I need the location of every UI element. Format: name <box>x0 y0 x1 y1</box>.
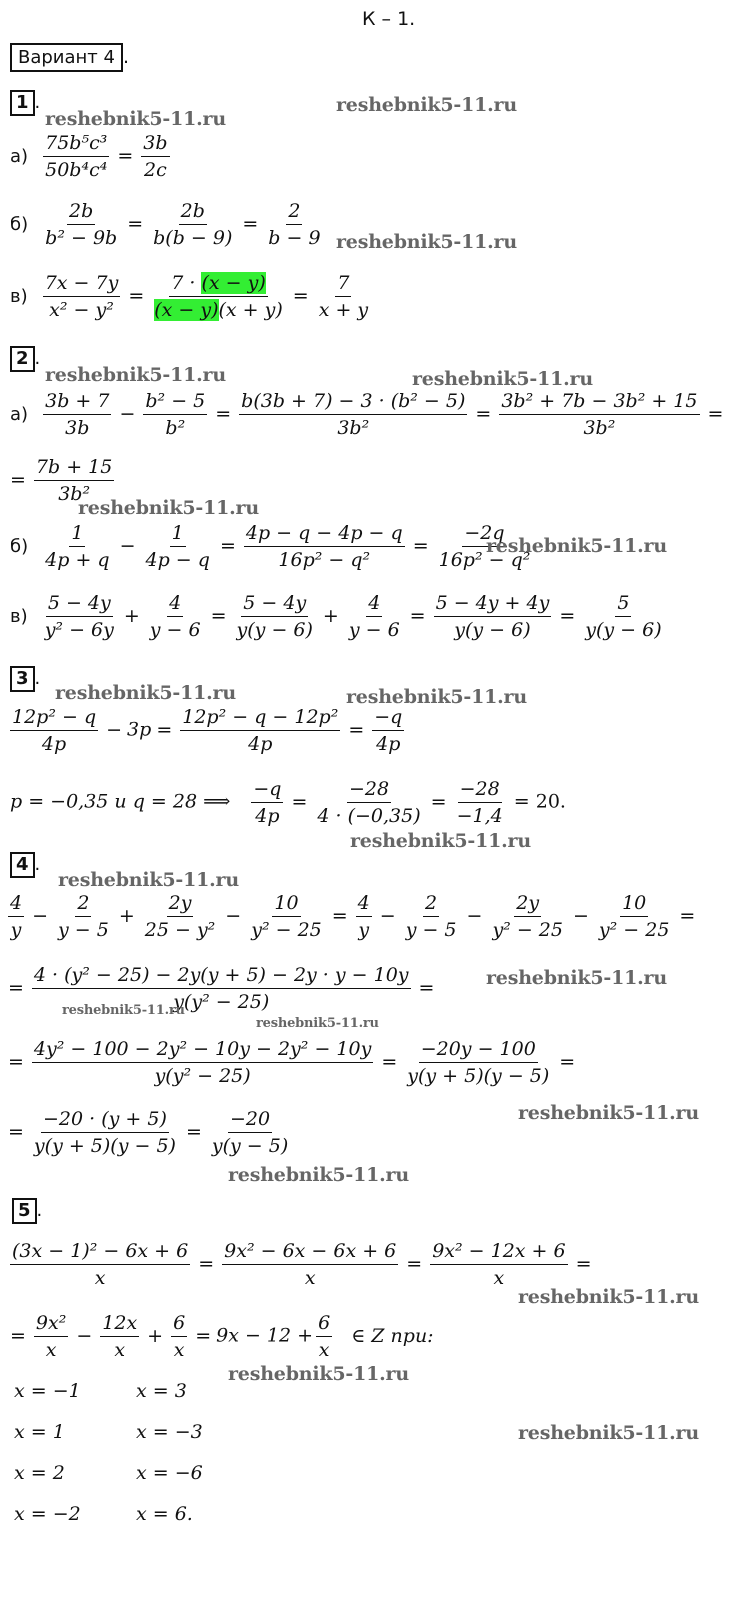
variant-box: Вариант 4 <box>10 43 123 72</box>
task-2-number: 2 . <box>10 346 40 372</box>
task-4-number: 4 . <box>10 852 40 878</box>
task-4-line-2: = $\frac{\text{4 · (y² − 25) − 2y(y + 5) − 2y · y − 10y}}{\text{y(y² − 25)}}$ = <box>8 964 435 1013</box>
watermark: reshebnik5-11.ru <box>518 1102 699 1124</box>
task-1a: а) $\frac{\text{75b⁵c³}}{\text{50b⁴c⁴}}$ = $\frac{3b}{2c}$ <box>10 132 168 181</box>
watermark: reshebnik5-11.ru <box>486 535 667 557</box>
task-1-number: 1 . <box>10 90 40 116</box>
task-4-line-1: $\frac{4}{y}$ − $\frac{2}{y - 5}$ + $\frac{2y}{\text{25 − y²}}$ − $\frac{10}{\text{y² − 25}}$ = $\frac{4}{y}$ − $\frac{2}{y - 5}$ − $\frac{2y}{\text{y² − 25}}$ − $\frac{10}{\text{y² − 25}}$ = <box>10 892 696 941</box>
task-5-line-1: $\frac{\text{(3x − 1)² − 6x + 6}}{x}$ = $\frac{\text{9x² − 6x − 6x + 6}}{x}$ = $\frac{\text{9x² − 12x + 6}}{x}$ = <box>12 1240 592 1289</box>
watermark: reshebnik5-11.ru <box>45 108 226 130</box>
watermark: reshebnik5-11.ru <box>228 1363 409 1385</box>
watermark: reshebnik5-11.ru <box>45 364 226 386</box>
watermark: reshebnik5-11.ru <box>228 1164 409 1186</box>
watermark: reshebnik5-11.ru <box>78 497 259 519</box>
watermark: reshebnik5-11.ru <box>486 967 667 989</box>
task-2b: б) $\frac{1}{4p + q}$ − $\frac{1}{4p - q}$ = $\frac{4p - q - 4p - q}{\text{16p² − q²}}$ = $\frac{-2q}{\text{16p² − q²}}$ <box>10 522 531 571</box>
watermark: reshebnik5-11.ru <box>62 1003 185 1018</box>
watermark: reshebnik5-11.ru <box>58 869 239 891</box>
task-3-line-1: $\frac{\text{12p² − q}}{4p}$ − 3p = $\frac{\text{12p² − q − 12p²}}{4p}$ = $\frac{-q}{4p}$ <box>12 706 403 755</box>
task-4-line-3: = $\frac{\text{4y² − 100 − 2y² − 10y − 2y² − 10y}}{\text{y(y² − 25)}}$ = $\frac{-20y - 100}{y(y + 5)(y - 5)}$ = <box>8 1038 576 1087</box>
watermark: reshebnik5-11.ru <box>346 686 527 708</box>
watermark: reshebnik5-11.ru <box>55 682 236 704</box>
task-5-line-2: = $\frac{\text{9x²}}{x}$ − $\frac{12x}{x}$ + $\frac{6}{x}$ = 9x − 12 + $\frac{6}{x}$ ∈ Z при: <box>10 1312 434 1361</box>
watermark: reshebnik5-11.ru <box>412 368 593 390</box>
watermark: reshebnik5-11.ru <box>336 94 517 116</box>
task-2a-result: = $\frac{7b + 15}{\text{3b²}}$ <box>10 456 113 505</box>
watermark: reshebnik5-11.ru <box>518 1422 699 1444</box>
task-5-solutions: x = −1 x = 3 x = 1 x = −3 x = 2 x = −6 x = −2 x = 6. <box>14 1380 203 1525</box>
task-3-line-2: p = −0,35 и q = 28 ⟹ $\frac{-q}{4p}$ = $\frac{-28}{4 \cdot (-0,35)}$ = $\frac{-28}{-1,4}$ = 20. <box>10 778 566 827</box>
task-2a: а) $\frac{3b + 7}{3b}$ − $\frac{\text{b² − 5}}{\text{b²}}$ = $\frac{\text{b(3b + 7) − 3 · (b² − 5)}}{\text{3b²}}$ = $\frac{\text{3b² + 7b − 3b² + 15}}{\text{3b²}}$ = <box>10 390 724 439</box>
watermark: reshebnik5-11.ru <box>336 231 517 253</box>
variant-label: Вариант 4 . <box>10 46 129 68</box>
task-4-line-4: = $\frac{-20 \cdot (y + 5)}{y(y + 5)(y - 5)}$ = $\frac{-20}{y(y - 5)}$ <box>8 1108 289 1157</box>
page-title: К – 1. <box>362 8 416 30</box>
watermark: reshebnik5-11.ru <box>256 1016 379 1031</box>
task-2v: в) $\frac{5 - 4y}{\text{y² − 6y}}$ + $\frac{4}{y - 6}$ = $\frac{5 - 4y}{y(y - 6)}$ + $\frac{4}{y - 6}$ = $\frac{5 - 4y + 4y}{y(y - 6)}$ = $\frac{5}{y(y - 6)}$ <box>10 592 662 641</box>
task-1v: в) $\frac{7x - 7y}{\text{x² − y²}}$ = $\frac{7 \cdot (x - y)}{(x - y)(x + y)}$ = $\frac{7}{x + y}$ <box>10 272 369 321</box>
task-1b: б) $\frac{2b}{\text{b² − 9b}}$ = $\frac{2b}{b(b - 9)}$ = $\frac{2}{b - 9}$ <box>10 200 321 249</box>
watermark: reshebnik5-11.ru <box>518 1286 699 1308</box>
task-5-number: 5 . <box>12 1198 42 1224</box>
highlight: (x − y) <box>154 299 219 321</box>
highlight: (x − y) <box>201 272 266 294</box>
task-3-number: 3 . <box>10 666 40 692</box>
watermark: reshebnik5-11.ru <box>350 830 531 852</box>
